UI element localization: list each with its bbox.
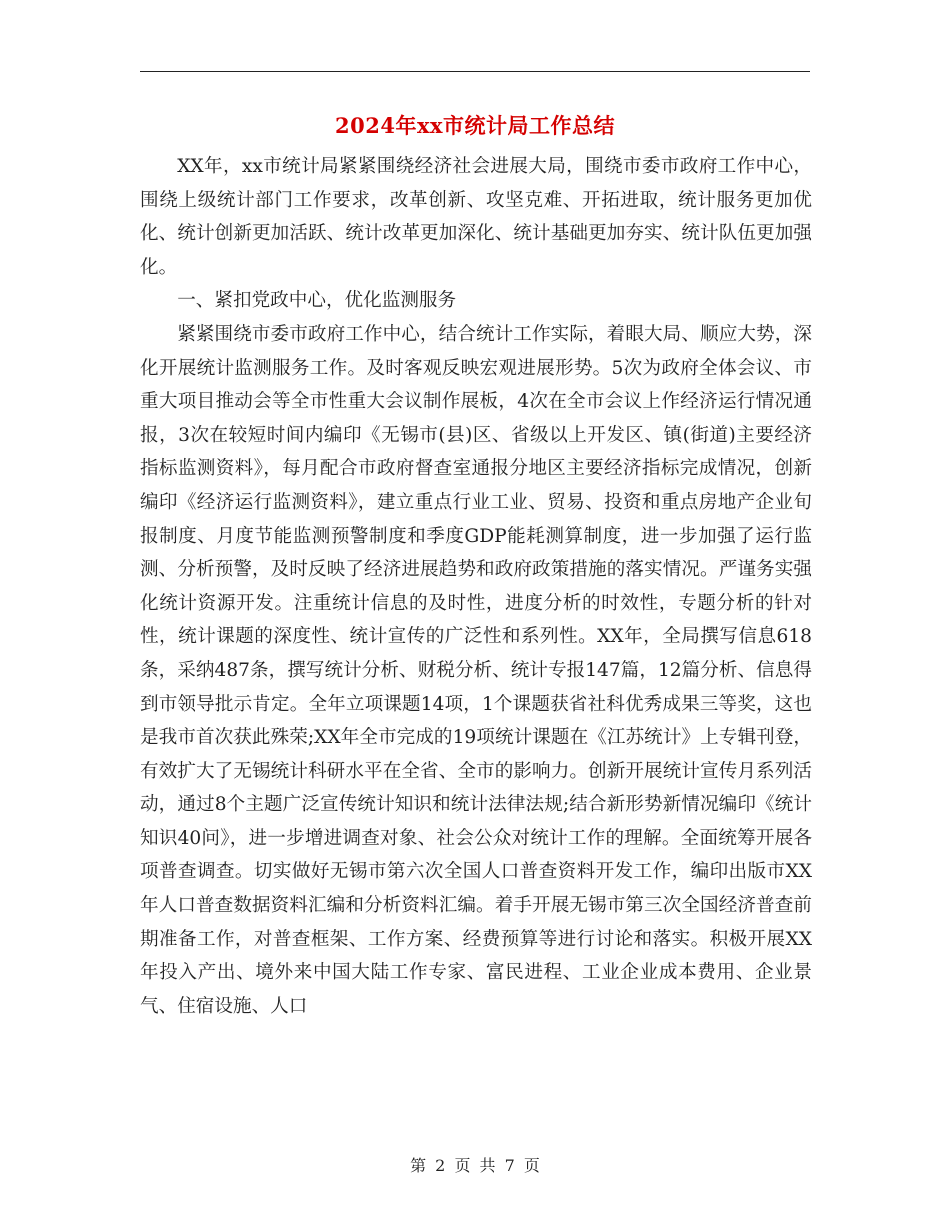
intro-paragraph: XX年，xx市统计局紧紧围绕经济社会进展大局，围绕市委市政府工作中心，围绕上级统计部门工作要求，改革创新、攻坚克难、开拓进取，统计服务更加优化、统计创新更加活跃、统计改革更加深化、统计基础更加夯实、统计队伍更加强化。 [140, 156, 812, 278]
body-paragraph: 紧紧围绕市委市政府工作中心，结合统计工作实际，着眼大局、顺应大势，深化开展统计监测服务工作。及时客观反映宏观进展形势。5次为政府全体会议、市重大项目推动会等全市性重大会议制作展板，4次在全市会议上作经济运行情况通报，3次在较短时间内编印《无锡市(县)区、省级以上开发区、镇(街道)主要经济指标监测资料》，每月配合市政府督查室通报分地区主要经济指标完成情况，创新编印《经济运行监测资料》，建立重点行业工业、贸易、投资和重点房地产企业旬报制度、月度节能监测预警制度和季度GDP能耗测算制度，进一步加强了运行监测、分析预警，及时反映了经济进展趋势和政府政策措施的落实情况。严谨务实强化统计资源开发。注重统计信息的及时性，进度分析的时效性，专题分析的针对性，统计课题的深度性、统计宣传的广泛性和系列性。XX年，全局撰写信息618条，采纳487条，撰写统计分析、财税分析、统计专报147篇，12篇分析、信息得到市领导批示肯定。全年立项课题14项，1个课题获省社科优秀成果三等奖，这也是我市首次获此殊荣;XX年全市完成的19项统计课题在《江苏统计》上专辑刊登，有效扩大了无锡统计科研水平在全省、全市的影响力。创新开展统计宣传月系列活动，通过8个主题广泛宣传统计知识和统计法律法规;结合新形势新情况编印《统计知识40问》，进一步增进调查对象、社会公众对统计工作的理解。全面统筹开展各项普查调查。切实做好无锡市第六次全国人口普查资料开发工作，编印出版市XX年人口普查数据资料汇编和分析资料汇编。着手开展无锡市第三次全国经济普查前期准备工作，对普查框架、工作方案、经费预算等进行讨论和落实。积极开展XX年投入产出、境外来中国大陆工作专家、富民进程、工业企业成本费用、企业景气、住宿设施、人口 [140, 323, 812, 1017]
document-title: 2024年xx市统计局工作总结 [335, 113, 615, 138]
document-body [140, 150, 812, 1023]
page-number: 第 2 页 共 7 页 [410, 1156, 540, 1175]
section-heading: 一、紧扣党政中心，优化监测服务 [177, 290, 457, 312]
header-rule [140, 71, 810, 72]
